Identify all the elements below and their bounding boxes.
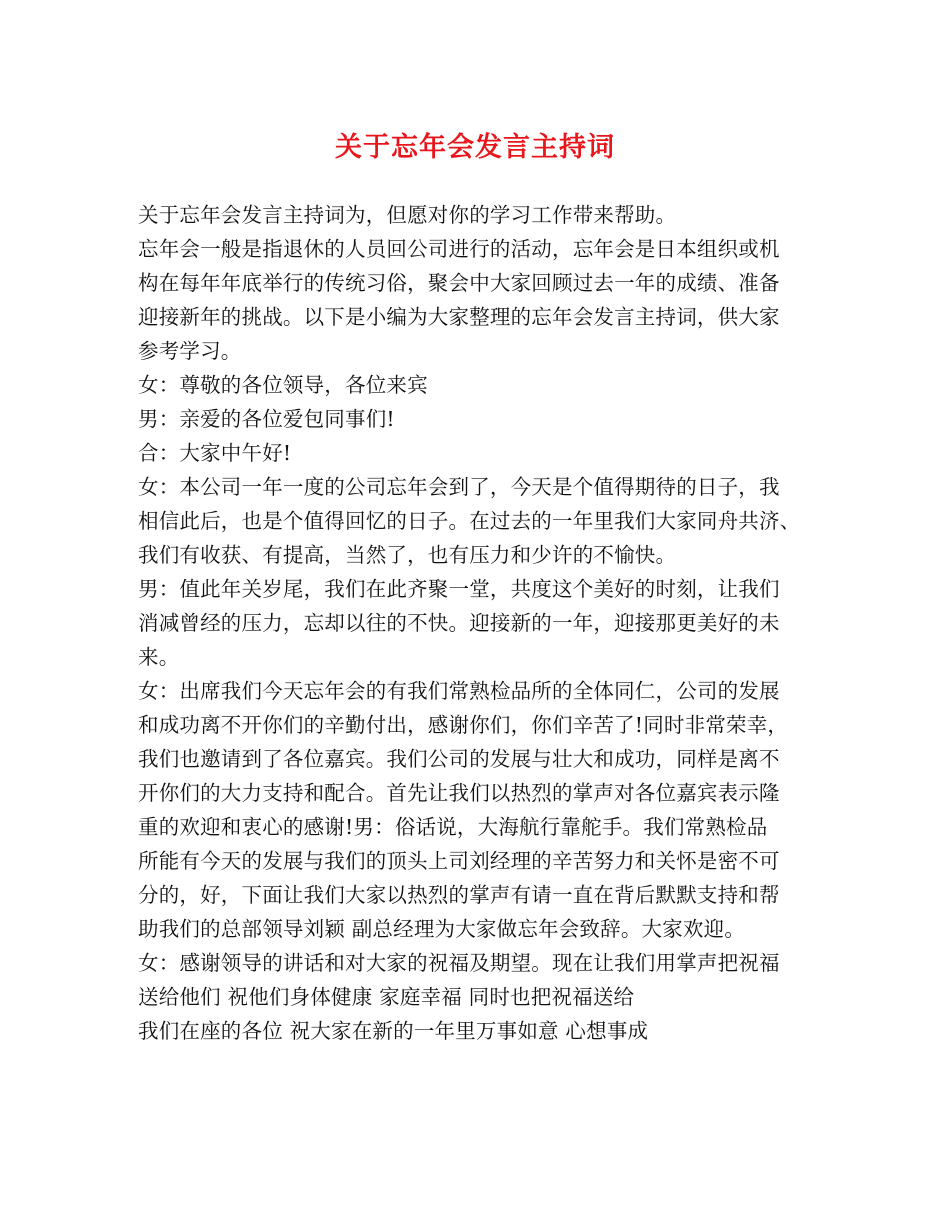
text-line: 开你们的大力支持和配合。首先让我们以热烈的掌声对各位嘉宾表示隆	[138, 781, 780, 805]
text-line: 相信此后，也是个值得回忆的日子。在过去的一年里我们大家同舟共济、	[138, 509, 801, 533]
text-line: 女：尊敬的各位领导，各位来宾	[138, 373, 428, 397]
text-line: 分的，好，下面让我们大家以热烈的掌声有请一直在背后默默支持和帮	[138, 883, 780, 907]
text-line: 我们也邀请到了各位嘉宾。我们公司的发展与壮大和成功，同样是离不	[138, 747, 780, 771]
text-line: 女：出席我们今天忘年会的有我们常熟检品所的全体同仁，公司的发展	[138, 679, 780, 703]
text-line: 和成功离不开你们的辛勤付出，感谢你们，你们辛苦了!同时非常荣幸，	[138, 713, 789, 737]
text-line: 消减曾经的压力，忘却以往的不快。迎接新的一年，迎接那更美好的未	[138, 611, 780, 635]
text-line: 参考学习。	[138, 339, 242, 363]
document-body	[138, 198, 838, 1048]
text-line: 我们在座的各位 祝大家在新的一年里万事如意 心想事成	[138, 1019, 649, 1043]
document-title: 关于忘年会发言主持词	[335, 132, 615, 163]
text-line: 助我们的总部领导刘颖 副总经理为大家做忘年会致辞。大家欢迎。	[138, 917, 746, 941]
text-line: 男：亲爱的各位爱包同事们!	[138, 407, 395, 431]
text-line: 女：本公司一年一度的公司忘年会到了，今天是个值得期待的日子，我	[138, 475, 780, 499]
text-line: 迎接新年的挑战。以下是小编为大家整理的忘年会发言主持词，供大家	[138, 305, 780, 329]
text-line: 送给他们 祝他们身体健康 家庭幸福 同时也把祝福送给	[138, 985, 635, 1009]
text-line: 所能有今天的发展与我们的顶头上司刘经理的辛苦努力和关怀是密不可	[138, 849, 780, 873]
text-line: 关于忘年会发言主持词为，但愿对你的学习工作带来帮助。	[138, 203, 677, 227]
text-line: 重的欢迎和衷心的感谢!男：俗话说，大海航行靠舵手。我们常熟检品	[138, 815, 768, 839]
text-line: 合：大家中午好!	[138, 441, 292, 465]
text-line: 来。	[138, 645, 180, 669]
text-line: 构在每年年底举行的传统习俗，聚会中大家回顾过去一年的成绩、准备	[138, 271, 780, 295]
text-line: 女：感谢领导的讲话和对大家的祝福及期望。现在让我们用掌声把祝福	[138, 951, 780, 975]
text-line: 我们有收获、有提高，当然了，也有压力和少许的不愉快。	[138, 543, 677, 567]
text-line: 忘年会一般是指退休的人员回公司进行的活动，忘年会是日本组织或机	[138, 237, 780, 261]
text-line: 男：值此年关岁尾，我们在此齐聚一堂，共度这个美好的时刻，让我们	[138, 577, 780, 601]
